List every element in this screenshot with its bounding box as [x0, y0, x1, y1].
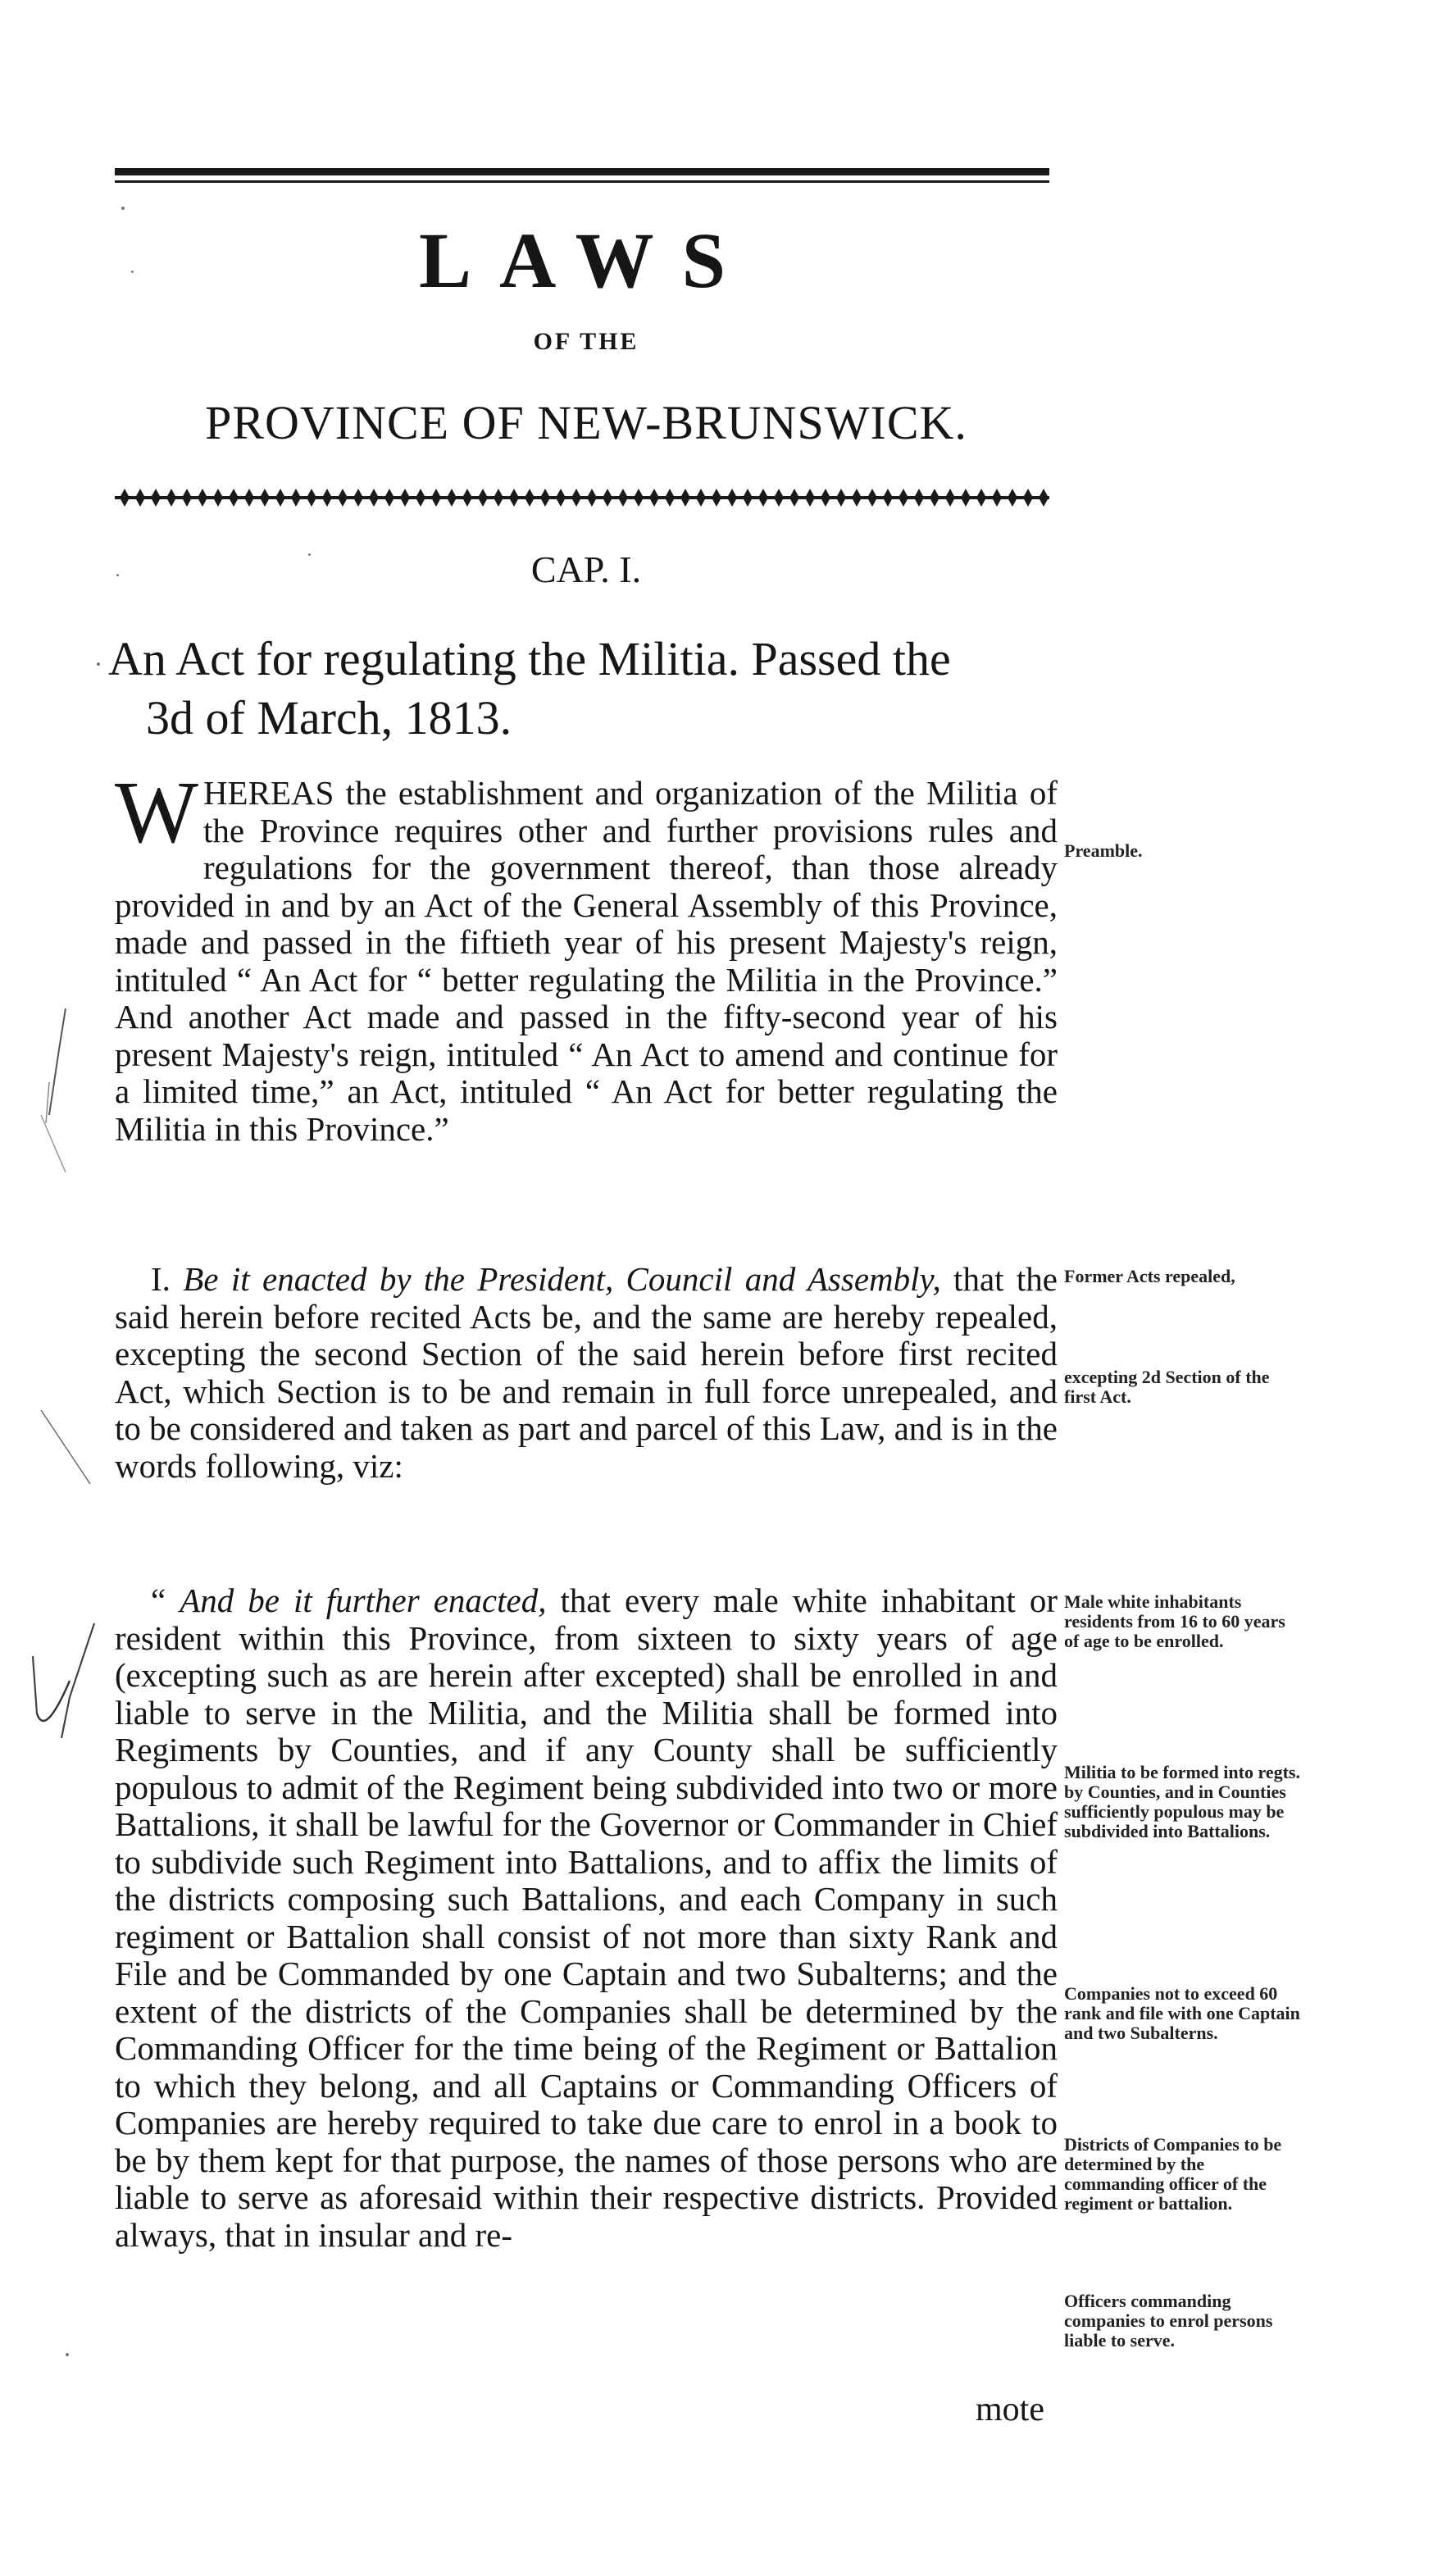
speck — [308, 553, 311, 556]
province-heading: PROVINCE OF NEW-BRUNSWICK. — [205, 396, 967, 449]
chapter-heading: CAP. I. — [530, 548, 642, 590]
pencil-marks-lower — [12, 1607, 119, 1795]
margin-note-preamble: Preamble. — [1064, 840, 1143, 861]
act-title — [108, 630, 1059, 748]
subtitle-of-the: OF THE — [533, 328, 639, 355]
margin-note-male-inhabitants: Male white inhabitants residents from 16 to 60 years of age to be enrolled. — [1064, 1591, 1285, 1651]
speck — [131, 271, 134, 273]
pencil-marks-middle — [16, 1394, 107, 1509]
margin-note-former-acts: Former Acts repealed, — [1064, 1266, 1235, 1286]
pencil-marks-upper — [16, 984, 107, 1181]
speck — [116, 574, 119, 576]
top-rule — [115, 168, 1049, 175]
top-rule-thin — [115, 180, 1049, 183]
ornamental-border — [115, 485, 1049, 510]
quoted-section-paragraph — [115, 1582, 1058, 2254]
speck — [97, 662, 100, 666]
catchword: mote — [976, 2391, 1044, 2428]
margin-note-militia-regiments: Militia to be formed into regts. by Counties, and in Counties sufficiently populous may be subdivided into Battalions. — [1064, 1762, 1300, 1841]
open-quote: “ — [151, 1582, 180, 1619]
section-1-text: that the said herein before recited Acts be, and the same are hereby repealed, excepting the second Section of the said herein before first recited Act, which Section is to be and remain in full force unrepealed, and to be considered and taken as part and parcel of this Law, and is in the words following, viz: — [115, 1260, 1058, 1485]
margin-note-districts: Districts of Companies to be determined by the commanding officer of the regiment or battalion. — [1064, 2134, 1282, 2214]
section-numeral: I. — [151, 1260, 171, 1298]
act-title-line-2: 3d of March, 1813. — [146, 691, 512, 744]
margin-note-companies: Companies not to exceed 60 rank and file with one Captain and two Subalterns. — [1064, 1983, 1300, 2043]
quoted-section-text: that every male white inhabitant or resident within this Province, from sixteen to sixty years of age (excepting such as are herein after excepted) shall be enrolled in and liable to serve in the Militia, and the Militia shall be formed into Regiments by Counties, and if any County shall be sufficiently populous to admit of the Regiment being subdivided into two or more Battalions, it shall be lawful for the Governor or Commander in Chief to subdivide such Regiment into Battalions, and to affix the limits of the districts composing such Battalions, and each Company in such regiment or Battalion shall consist of not more than sixty Rank and File and be Commanded by one Captain and two Subalterns; and the extent of the districts of the Companies shall be determined by the Commanding Officer for the time being of the Regiment or Battalion to which they belong, and all Captains or Commanding Officers of Companies are hereby required to take due care to enrol in a book to be by them kept for that purpose, the names of those persons who are liable to serve as aforesaid within their respective districts. Provided always, that in insular and re- — [115, 1582, 1058, 2254]
section-1-paragraph — [115, 1261, 1058, 1485]
speck — [121, 207, 125, 210]
page-title: LAWS — [418, 216, 754, 304]
margin-note-excepting: excepting 2d Section of the first Act. — [1064, 1367, 1270, 1407]
speck — [66, 2353, 69, 2356]
enacting-clause: Be it enacted by the President, Council and Assembly, — [183, 1260, 941, 1298]
margin-note-officers: Officers commanding companies to enrol persons liable to serve. — [1064, 2291, 1273, 2351]
preamble-paragraph — [115, 764, 1058, 1148]
act-title-line-1: An Act for regulating the Militia. Passed the — [108, 632, 951, 685]
quoted-enacting-clause: And be it further enacted, — [180, 1582, 547, 1619]
drop-cap: W — [115, 764, 198, 862]
preamble-text: HEREAS the establishment and organization of the Militia of the Province requires other and further provisions rules and regulations for the government thereof, than those already provided in and by an Act of the General Assembly of this Province, made and passed in the fiftieth year of his present Majesty's reign, intituled “ An Act for “ better regulating the Militia in the Province.” And another Act made and passed in the fifty-second year of his present Majesty's reign, intituled “ An Act to amend and continue for a limited time,” an Act, intituled “ An Act for better regulating the Militia in this Province.” — [115, 774, 1058, 1148]
